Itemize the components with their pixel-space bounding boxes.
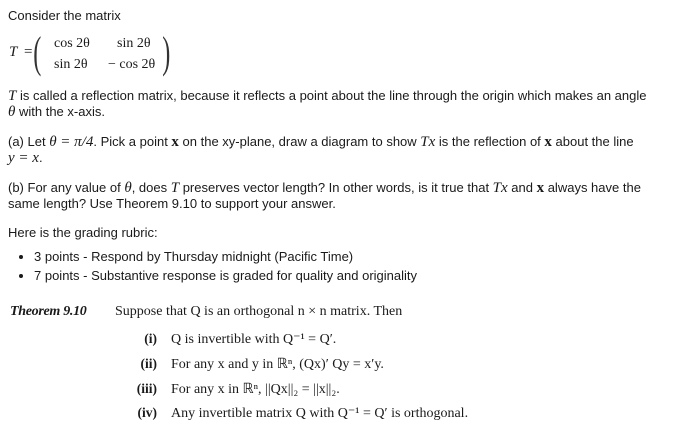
matrix-right-paren: ) (162, 28, 171, 77)
matrix-a22: − cos 2θ (108, 57, 156, 72)
description-line-2: θ with the x-axis. (8, 104, 105, 120)
theorem-item-text: For any x and y in ℝⁿ, (Qx)′ Qy = x′y. (171, 357, 384, 372)
theorem-item-label: (iii) (136, 381, 157, 396)
theorem-item-label: (ii) (140, 356, 157, 371)
part-b-line-1: (b) For any value of θ, does T preserves vector length? In other words, is it true that Tx and x always have the (8, 180, 641, 196)
matrix-name: T (9, 44, 18, 60)
rubric-item: • 3 points - Respond by Thursday midnight (Pacific Time) (34, 247, 417, 266)
theorem-item-label: (i) (144, 331, 157, 346)
part-a-line-1: (a) Let θ = π/4. Pick a point x on the xy-plane, draw a diagram to show Tx is the reflection of x about the line (8, 134, 634, 150)
theorem-title: Theorem 9.10 (10, 304, 87, 319)
rubric-item: • 7 points - Substantive response is graded for quality and originality (34, 266, 417, 285)
rubric-heading: Here is the grading rubric: (8, 225, 158, 240)
theorem-item-text: Any invertible matrix Q with Q⁻¹ = Q′ is orthogonal. (171, 406, 469, 421)
matrix-equals: = (24, 44, 33, 60)
description-line-1: T is called a reflection matrix, because it reflects a point about the line through the origin which makes an angle (8, 88, 647, 104)
matrix-a21: sin 2θ (54, 57, 88, 72)
matrix-a11: cos 2θ (54, 36, 90, 51)
matrix-a12: sin 2θ (117, 36, 151, 51)
theorem-item-label: (iv) (137, 405, 157, 420)
matrix-left-paren: ( (33, 28, 42, 77)
theorem-statement: Suppose that Q is an orthogonal n × n matrix. Then (115, 304, 403, 319)
part-b-line-2: same length? Use Theorem 9.10 to support your answer. (8, 196, 336, 211)
theorem-item-text: For any x in ℝⁿ, ||Qx||₂ = ||x||₂. (171, 382, 340, 397)
rubric-list (14, 247, 417, 285)
part-a-line-2: y = x. (8, 150, 43, 166)
theorem-item-text: Q is invertible with Q⁻¹ = Q′. (171, 332, 337, 347)
intro-text: Consider the matrix (8, 8, 121, 23)
